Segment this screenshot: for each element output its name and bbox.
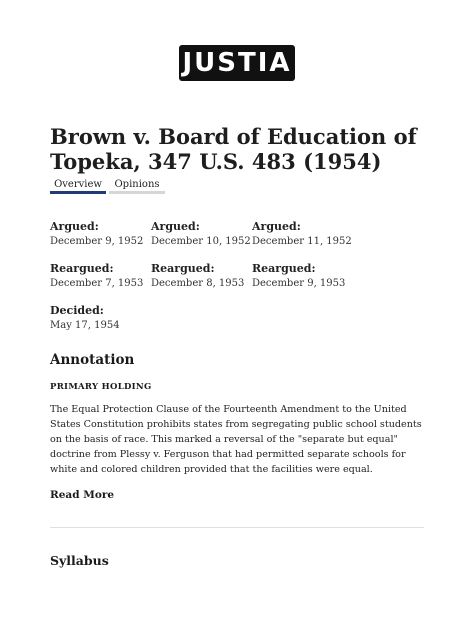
date-value: December 7, 1953	[50, 278, 144, 289]
tab-opinions[interactable]: Opinions	[109, 178, 165, 194]
date-value: December 10, 1952	[151, 236, 251, 247]
primary-holding-label: PRIMARY HOLDING	[50, 382, 152, 392]
page-title: Brown v. Board of Education of Topeka, 347 U.S. 483 (1954)	[50, 124, 417, 174]
section-divider	[50, 527, 424, 528]
justia-logo[interactable]: JUSTIA	[179, 45, 295, 81]
date-item	[252, 262, 353, 289]
date-label: Argued:	[151, 220, 200, 233]
tab-overview[interactable]: Overview	[50, 178, 106, 194]
date-label: Argued:	[252, 220, 301, 233]
case-dates	[50, 220, 370, 331]
primary-holding-text: The Equal Protection Clause of the Fourteenth Amendment to the United States Constitution prohibits states from segregating public school students on the basis of race. This marked a reversal of the "separate but equal" doctrine from Plessy v. Ferguson that had permitted separate schools for white and colored children provided that the facilities were equal.	[50, 404, 422, 475]
read-more-link[interactable]: Read More	[50, 489, 115, 501]
date-value: December 8, 1953	[151, 278, 245, 289]
syllabus-heading: Syllabus	[50, 553, 109, 568]
tab-bar	[50, 178, 165, 194]
date-label: Argued:	[50, 220, 99, 233]
annotation-heading: Annotation	[50, 352, 135, 368]
date-value: May 17, 1954	[50, 320, 120, 331]
date-value: December 11, 1952	[252, 236, 352, 247]
date-item	[50, 262, 151, 289]
date-value: December 9, 1953	[252, 278, 346, 289]
logo-container	[0, 45, 474, 81]
date-item	[151, 262, 252, 289]
date-item	[252, 220, 353, 247]
date-item	[50, 220, 151, 247]
date-label: Decided:	[50, 304, 104, 317]
date-label: Reargued:	[151, 262, 215, 275]
date-item	[50, 304, 151, 331]
date-label: Reargued:	[50, 262, 114, 275]
date-value: December 9, 1952	[50, 236, 144, 247]
date-label: Reargued:	[252, 262, 316, 275]
date-item	[151, 220, 252, 247]
